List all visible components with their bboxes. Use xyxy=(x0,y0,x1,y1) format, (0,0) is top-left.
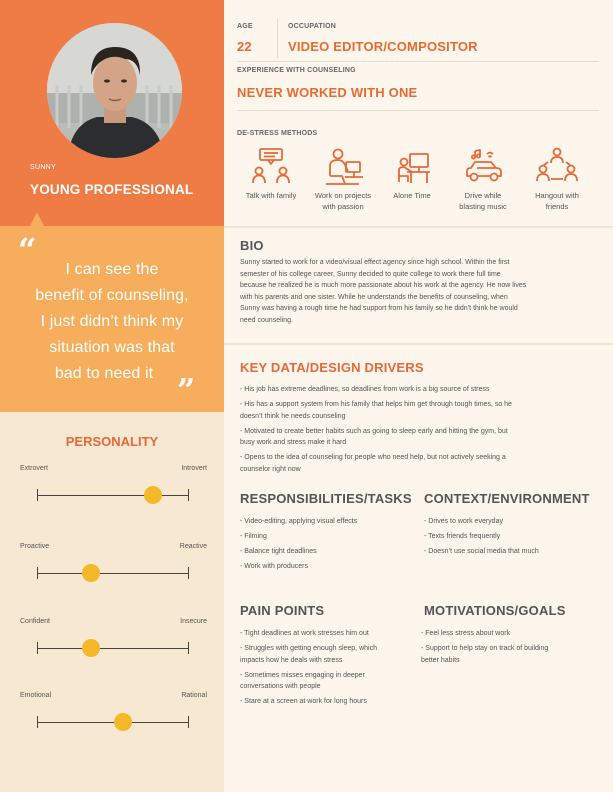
scale-marker xyxy=(114,713,132,731)
list-line: conversations with people xyxy=(240,683,321,691)
scale-right-label: Introvert xyxy=(181,465,207,472)
pain-points-list xyxy=(240,628,415,711)
list-line: - Support to help stay on track of building xyxy=(421,644,549,652)
occupation-value: VIDEO EDITOR/COMPOSITOR xyxy=(288,39,478,54)
destress-title: DE-STRESS METHODS xyxy=(237,130,318,137)
scale-tick-end xyxy=(188,489,189,501)
destress-item xyxy=(234,146,308,201)
bio-line: with his parents and one sister. While he understands the benefits of counseling, when xyxy=(240,293,508,301)
list-item xyxy=(240,384,606,396)
destress-label: Drive while xyxy=(464,191,502,200)
divider xyxy=(277,18,278,58)
alone-time-icon xyxy=(390,146,434,186)
list-item xyxy=(240,696,415,708)
computer-work-icon xyxy=(321,146,365,186)
destress-label: Work on projects xyxy=(314,191,372,200)
scale-left-label: Confident xyxy=(20,618,50,625)
list-line: - His has a support system from his family that helps him get through tough times, so he xyxy=(240,400,512,408)
destress-label: friends xyxy=(545,202,569,211)
key-data-list xyxy=(240,384,606,479)
list-line: impacts how he deals with stress xyxy=(240,656,343,664)
destress-item xyxy=(306,146,380,212)
scale-tick-start xyxy=(37,567,38,579)
destress-label: Talk with family xyxy=(245,191,297,200)
quote-line: benefit of counseling, xyxy=(35,287,189,304)
quote-line: situation was that xyxy=(49,339,175,356)
destress-label: blasting music xyxy=(459,202,507,211)
list-item xyxy=(240,643,415,666)
list-line: - Feel less stress about work xyxy=(421,630,511,637)
list-item xyxy=(421,628,601,640)
scale-left-label: Extrovert xyxy=(20,465,49,472)
motivations-title: MOTIVATIONS/GOALS xyxy=(424,603,566,618)
key-data-title: KEY DATA/DESIGN DRIVERS xyxy=(240,360,424,375)
list-item: - Video-editing, applying visual effects xyxy=(240,518,358,525)
bio-line: Sunny was having a rough time he had support from his family so he didn’t think he would xyxy=(240,305,518,313)
scale-tick-end xyxy=(188,567,189,579)
scale-tick-start xyxy=(37,642,38,654)
divider xyxy=(237,61,599,62)
list-line: - Motivated to create better habits such as going to sleep early and hitting the gym, but xyxy=(240,427,508,435)
list-line: - Struggles with getting enough sleep, which xyxy=(240,644,377,652)
scale-left-label: Proactive xyxy=(20,543,50,550)
list-item xyxy=(240,452,606,475)
personality-title: PERSONALITY xyxy=(65,434,159,449)
divider xyxy=(237,110,599,111)
section-divider xyxy=(224,226,613,228)
experience-label: EXPERIENCE WITH COUNSELING xyxy=(237,67,356,74)
destress-label: with passion xyxy=(322,202,364,211)
profile-sidebar xyxy=(0,0,224,792)
context-list xyxy=(424,516,604,561)
list-item xyxy=(421,643,601,666)
profile-photo xyxy=(47,23,182,158)
list-item xyxy=(240,399,606,422)
bio-line: semester of his college career, Sunny decided to quite college to work there full time xyxy=(240,270,501,278)
list-item: - Drives to work everyday xyxy=(424,518,503,525)
scale-right-label: Reactive xyxy=(179,543,207,550)
list-item: - Filming xyxy=(240,532,267,540)
persona-role: YOUNG PROFESSIONAL xyxy=(30,182,194,197)
scale-track xyxy=(37,495,188,496)
list-item: - Balance tight deadlines xyxy=(240,547,317,555)
pain-points-title: PAIN POINTS xyxy=(240,603,325,618)
responsibilities-title: RESPONSIBILITIES/TASKS xyxy=(240,491,412,506)
list-line: doesn’t think he needs counseling xyxy=(240,412,346,420)
scale-track xyxy=(37,648,188,649)
motivations-list xyxy=(421,628,601,670)
age-value: 22 xyxy=(237,39,252,54)
bio-line: need counseling. xyxy=(240,316,293,324)
list-line: - Stare at a screen at work for long hours xyxy=(240,698,367,706)
scale-tick-end xyxy=(188,642,189,654)
list-item xyxy=(240,426,606,449)
scale-tick-start xyxy=(37,489,38,501)
list-item xyxy=(240,628,415,640)
context-title: CONTEXT/ENVIRONMENT xyxy=(424,491,590,506)
bio-line: because he realized he is much more passionate about his work at the agency. He now lives xyxy=(240,282,527,290)
scale-right-label: Rational xyxy=(181,692,207,699)
list-line: - His job has extreme deadlines, so deadlines from work is a big source of stress xyxy=(240,386,490,393)
bio-line: Sunny started to work for a video/visual effect agency since high school. Within the first xyxy=(240,259,510,266)
occupation-label: OCCUPATION xyxy=(288,23,337,30)
experience-value: NEVER WORKED WITH ONE xyxy=(237,85,418,100)
destress-item xyxy=(446,146,520,212)
destress-label: Hangout with xyxy=(535,191,579,200)
quote-line: I just didn’t think my xyxy=(40,313,184,330)
scale-marker xyxy=(144,486,162,504)
friends-icon xyxy=(535,146,579,186)
responsibilities-list xyxy=(240,516,415,576)
destress-item xyxy=(520,146,594,212)
scale-left-label: Emotional xyxy=(20,692,52,699)
car-music-icon xyxy=(461,146,505,186)
list-line: - Tight deadlines at work stresses him out xyxy=(240,630,369,637)
quote-line: I can see the xyxy=(65,261,159,278)
list-line: counselor right now xyxy=(240,465,301,473)
bio-text xyxy=(240,257,606,327)
persona-name: SUNNY xyxy=(30,164,57,171)
list-item: - Doesn’t use social media that much xyxy=(424,547,539,555)
scale-tick-start xyxy=(37,716,38,728)
bio-title: BIO xyxy=(240,238,264,253)
list-line: - Opens to the idea of counseling for people who need help, but not actively seeking a xyxy=(240,454,506,462)
personality-panel xyxy=(0,412,224,792)
scale-marker xyxy=(82,564,100,582)
section-divider xyxy=(224,343,613,345)
destress-item xyxy=(375,146,449,201)
age-label: AGE xyxy=(237,23,253,30)
list-item: - Texts friends frequently xyxy=(424,532,501,540)
list-item xyxy=(240,670,415,693)
destress-label: Alone Time xyxy=(393,191,431,200)
list-line: - Sometimes misses engaging in deeper xyxy=(240,671,365,679)
scale-right-label: Insecure xyxy=(180,618,207,625)
quote-line: bad to need it xyxy=(54,365,154,382)
scale-tick-end xyxy=(188,716,189,728)
scale-track xyxy=(37,722,188,723)
quote-panel xyxy=(0,226,224,412)
speech-notch xyxy=(30,212,44,226)
open-quote-icon: “ xyxy=(18,231,37,269)
profile-header xyxy=(0,0,224,226)
list-line: better habits xyxy=(421,656,460,664)
talk-icon xyxy=(249,146,293,186)
list-item: - Work with producers xyxy=(240,562,308,570)
scale-track xyxy=(37,573,188,574)
list-line: busy work and stress make it hard xyxy=(240,439,347,447)
scale-marker xyxy=(82,639,100,657)
close-quote-icon: ” xyxy=(177,371,196,409)
